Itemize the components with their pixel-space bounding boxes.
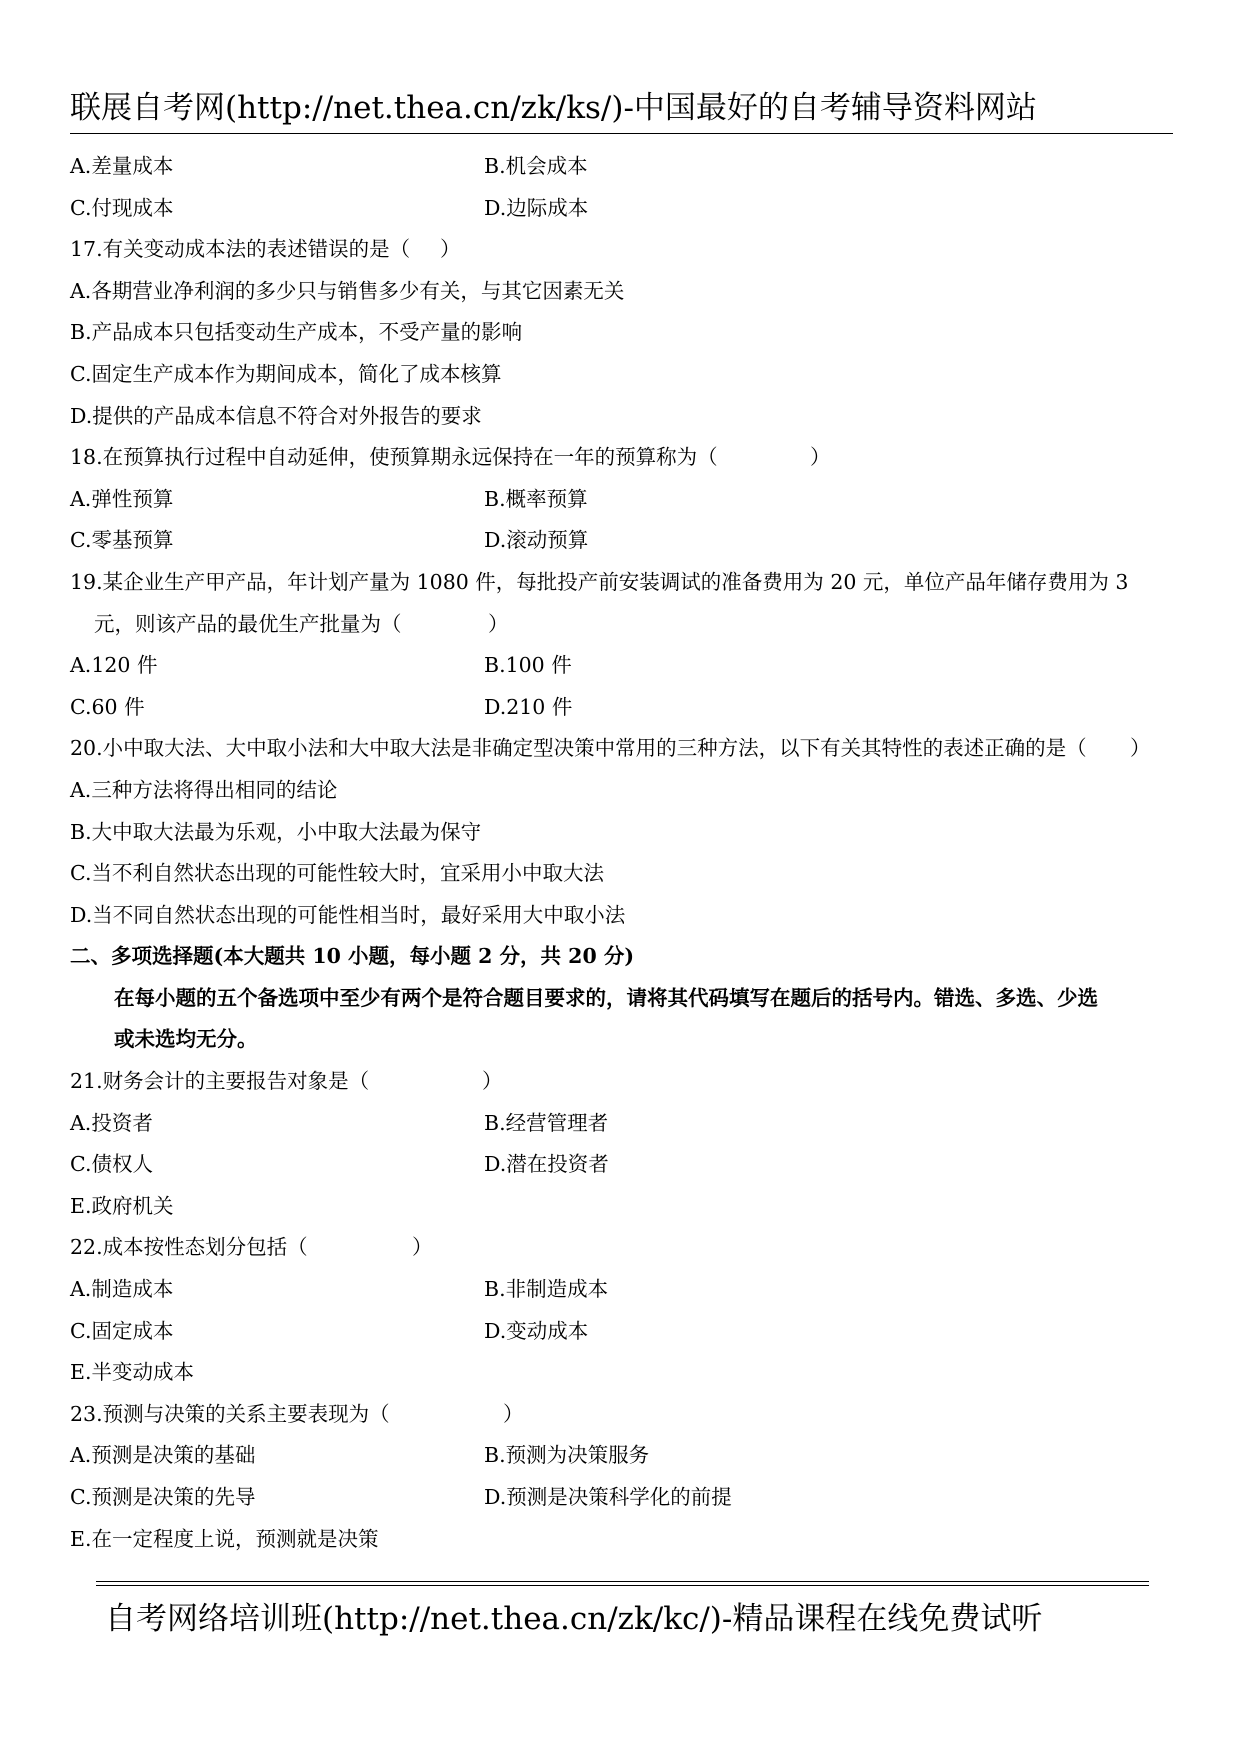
option-b: B.产品成本只包括变动生产成本，不受产量的影响 bbox=[70, 320, 523, 345]
question-stem-text: 22.成本按性态划分包括（ bbox=[70, 1235, 308, 1260]
option-d: D.边际成本 bbox=[484, 195, 589, 220]
option-row bbox=[70, 1435, 1190, 1477]
option-row bbox=[70, 1477, 1190, 1519]
page-footer: 自考网络培训班(http://net.thea.cn/zk/kc/)-精品课程在线免费试听 bbox=[105, 1601, 1043, 1637]
option-b: B.预测为决策服务 bbox=[484, 1443, 650, 1468]
question-stem-text: 20.小中取大法、大中取小法和大中取大法是非确定型决策中常用的三种方法，以下有关其特性的表述正确的是（ bbox=[70, 736, 1087, 761]
option-a: A.制造成本 bbox=[70, 1277, 174, 1302]
option-b: B.大中取大法最为乐观，小中取大法最为保守 bbox=[70, 819, 482, 844]
option-b: B.非制造成本 bbox=[484, 1277, 609, 1302]
answer-paren-close: ） bbox=[482, 1069, 503, 1094]
option-c: C.债权人 bbox=[70, 1152, 153, 1177]
option-e: E.半变动成本 bbox=[70, 1360, 194, 1385]
section-instructions: 在每小题的五个备选项中至少有两个是符合题目要求的，请将其代码填写在题后的括号内。错选、多选、少选 bbox=[114, 985, 1098, 1010]
option-row bbox=[70, 1103, 1190, 1145]
question-body bbox=[70, 146, 1190, 1560]
question-21-stem bbox=[70, 1061, 1190, 1103]
answer-paren-close: ） bbox=[488, 611, 509, 636]
answer-paren-close: ） bbox=[412, 1235, 433, 1260]
option-row bbox=[70, 520, 1190, 562]
question-17-stem bbox=[70, 229, 1190, 271]
option-b: B.100 件 bbox=[484, 653, 572, 678]
option-a: A.各期营业净利润的多少只与销售多少有关，与其它因素无关 bbox=[70, 278, 625, 303]
answer-paren-close: ） bbox=[1130, 736, 1151, 761]
question-19-stem: 19.某企业生产甲产品，年计划产量为 1080 件，每批投产前安装调试的准备费用为 20 元，单位产品年储存费用为 3 bbox=[70, 569, 1129, 594]
header-divider bbox=[70, 133, 1173, 134]
option-row bbox=[70, 146, 1190, 188]
question-stem-text: 17.有关变动成本法的表述错误的是（ bbox=[70, 237, 411, 262]
option-b: B.机会成本 bbox=[484, 154, 588, 178]
option-d: D.当不同自然状态出现的可能性相当时，最好采用大中取小法 bbox=[70, 902, 626, 927]
option-d: D.潜在投资者 bbox=[484, 1152, 609, 1177]
option-row bbox=[70, 479, 1190, 521]
option-c: C.固定生产成本作为期间成本，简化了成本核算 bbox=[70, 361, 502, 386]
option-e: E.政府机关 bbox=[70, 1193, 174, 1218]
option-d: D.提供的产品成本信息不符合对外报告的要求 bbox=[70, 403, 482, 428]
question-stem-text: 18.在预算执行过程中自动延伸，使预算期永远保持在一年的预算称为（ bbox=[70, 445, 718, 470]
question-stem-text: 元，则该产品的最优生产批量为（ bbox=[94, 611, 402, 636]
section-instructions-continued: 或未选均无分。 bbox=[114, 1027, 258, 1052]
option-c: C.付现成本 bbox=[70, 195, 174, 220]
option-a: A.差量成本 bbox=[70, 154, 174, 178]
option-c: C.零基预算 bbox=[70, 528, 174, 553]
question-stem-text: 21.财务会计的主要报告对象是（ bbox=[70, 1069, 370, 1094]
section-title: 二、多项选择题(本大题共 10 小题，每小题 2 分，共 20 分) bbox=[70, 944, 635, 969]
question-23-stem bbox=[70, 1394, 1190, 1436]
option-c: C.60 件 bbox=[70, 694, 145, 719]
answer-paren-close: ） bbox=[440, 237, 461, 262]
question-stem-text: 23.预测与决策的关系主要表现为（ bbox=[70, 1401, 390, 1426]
option-row bbox=[70, 645, 1190, 687]
option-row bbox=[70, 1269, 1190, 1311]
option-row bbox=[70, 1311, 1190, 1353]
option-a: A.120 件 bbox=[70, 653, 158, 678]
option-c: C.预测是决策的先导 bbox=[70, 1485, 256, 1509]
page-header: 联展自考网(http://net.thea.cn/zk/ks/)-中国最好的自考辅导资料网站 bbox=[70, 90, 1037, 126]
answer-paren-close: ） bbox=[503, 1401, 524, 1426]
option-a: A.弹性预算 bbox=[70, 486, 174, 511]
option-row bbox=[70, 188, 1190, 230]
option-e: E.在一定程度上说，预测就是决策 bbox=[70, 1526, 379, 1551]
option-b: B.概率预算 bbox=[484, 486, 588, 511]
question-19-stem-continued bbox=[70, 604, 1190, 646]
option-d: D.210 件 bbox=[484, 694, 573, 719]
option-row bbox=[70, 1144, 1190, 1186]
option-d: D.滚动预算 bbox=[484, 528, 589, 553]
footer-divider bbox=[96, 1581, 1149, 1586]
option-a: A.预测是决策的基础 bbox=[70, 1443, 256, 1468]
option-d: D.变动成本 bbox=[484, 1318, 589, 1343]
option-b: B.经营管理者 bbox=[484, 1110, 609, 1135]
question-20-stem bbox=[70, 728, 1190, 770]
option-c: C.当不利自然状态出现的可能性较大时，宜采用小中取大法 bbox=[70, 861, 604, 886]
option-c: C.固定成本 bbox=[70, 1318, 174, 1343]
option-d: D.预测是决策科学化的前提 bbox=[484, 1485, 732, 1509]
option-row bbox=[70, 687, 1190, 729]
question-22-stem bbox=[70, 1227, 1190, 1269]
option-a: A.投资者 bbox=[70, 1110, 153, 1135]
answer-paren-close: ） bbox=[810, 445, 831, 470]
question-18-stem bbox=[70, 437, 1190, 479]
option-a: A.三种方法将得出相同的结论 bbox=[70, 777, 338, 802]
